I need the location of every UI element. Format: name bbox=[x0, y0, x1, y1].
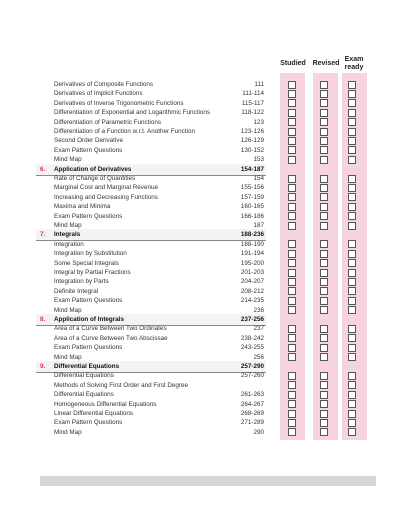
chapter-number: 7. bbox=[40, 231, 46, 239]
chapter-row bbox=[0, 230, 416, 239]
page-range: 264-267 bbox=[240, 400, 264, 408]
page-range: 201-203 bbox=[240, 269, 264, 276]
exam-ready-checkbox[interactable] bbox=[348, 334, 356, 342]
page-range: 290 bbox=[253, 428, 264, 436]
topic-title: Exam Pattern Questions bbox=[54, 212, 123, 220]
topic-title: Mind Map bbox=[54, 428, 82, 436]
revised-checkbox[interactable] bbox=[320, 109, 328, 117]
chapter-title: Differential Equations bbox=[54, 363, 120, 370]
chapter-row bbox=[0, 362, 416, 371]
studied-checkbox[interactable] bbox=[288, 297, 296, 305]
chapter-number: 8. bbox=[40, 316, 46, 323]
studied-checkbox[interactable] bbox=[288, 334, 296, 342]
revised-checkbox[interactable] bbox=[320, 137, 328, 145]
exam-ready-column-header bbox=[339, 56, 369, 72]
page-range: 261-263 bbox=[240, 390, 264, 398]
page-range: 123 bbox=[253, 118, 264, 126]
exam-ready-checkbox[interactable] bbox=[348, 278, 356, 286]
page-range: 115-117 bbox=[241, 99, 264, 107]
revised-checkbox[interactable] bbox=[320, 372, 328, 380]
topic-title: Area of a Curve Between Two Abscissae bbox=[54, 334, 168, 342]
topic-title: Exam Pattern Questions bbox=[54, 297, 123, 305]
exam-ready-checkbox[interactable] bbox=[348, 156, 356, 164]
exam-ready-checkbox[interactable] bbox=[348, 222, 356, 230]
topic-title: Integration by Parts bbox=[54, 278, 109, 286]
studied-checkbox[interactable] bbox=[288, 259, 296, 267]
studied-checkbox[interactable] bbox=[288, 287, 296, 295]
topic-row bbox=[0, 183, 416, 192]
topic-row bbox=[0, 334, 416, 343]
chapter-title: Application of Derivatives bbox=[54, 165, 132, 173]
revised-checkbox[interactable] bbox=[320, 381, 328, 389]
exam-ready-checkbox[interactable] bbox=[348, 391, 356, 399]
chapter-number: 6. bbox=[40, 165, 46, 173]
revised-checkbox[interactable] bbox=[320, 391, 328, 399]
revised-checkbox[interactable] bbox=[320, 410, 328, 418]
studied-checkbox[interactable] bbox=[288, 184, 296, 192]
studied-checkbox[interactable] bbox=[288, 240, 296, 248]
topic-title: Homogeneous Differential Equations bbox=[54, 400, 157, 408]
topic-title: Increasing and Decreasing Functions bbox=[54, 193, 158, 201]
revised-checkbox[interactable] bbox=[320, 287, 328, 295]
studied-checkbox[interactable] bbox=[288, 81, 296, 89]
revised-checkbox[interactable] bbox=[320, 353, 328, 361]
exam-ready-checkbox[interactable] bbox=[348, 410, 356, 418]
page-range: 257-290 bbox=[240, 363, 264, 370]
topic-title: Linear Differential Equations bbox=[54, 410, 133, 417]
topic-title: Differential Equations bbox=[54, 372, 114, 380]
studied-checkbox[interactable] bbox=[288, 203, 296, 211]
topic-row bbox=[0, 108, 416, 117]
exam-ready-checkbox[interactable] bbox=[348, 184, 356, 192]
topic-title: Exam Pattern Questions bbox=[54, 344, 123, 352]
exam-ready-checkbox[interactable] bbox=[348, 250, 356, 258]
topic-row bbox=[0, 249, 416, 258]
studied-checkbox[interactable] bbox=[288, 90, 296, 98]
studied-checkbox[interactable] bbox=[288, 325, 296, 333]
topic-title: Integration bbox=[54, 240, 84, 248]
topic-row bbox=[0, 118, 416, 127]
exam-ready-checkbox[interactable] bbox=[348, 353, 356, 361]
topic-row bbox=[0, 212, 416, 221]
page-range: 188-190 bbox=[240, 240, 264, 248]
exam-ready-checkbox[interactable] bbox=[348, 259, 356, 267]
topic-title: Marginal Cost and Marginal Revenue bbox=[54, 184, 158, 192]
exam-ready-checkbox[interactable] bbox=[348, 175, 356, 183]
topic-title: Mind Map bbox=[54, 353, 82, 361]
topic-row bbox=[0, 296, 416, 305]
topic-title: Differentiation of a Function w.r.t. Another Function bbox=[54, 128, 195, 135]
topic-title: Derivatives of Inverse Trigonometric Functions bbox=[54, 99, 184, 107]
revised-checkbox[interactable] bbox=[320, 81, 328, 89]
topic-title: Methods of Solving First Order and First Degree bbox=[54, 381, 189, 389]
chapter-number: 9. bbox=[40, 363, 46, 370]
revised-checkbox[interactable] bbox=[320, 193, 328, 201]
topic-row bbox=[0, 193, 416, 202]
studied-checkbox[interactable] bbox=[288, 250, 296, 258]
exam-ready-checkbox[interactable] bbox=[348, 90, 356, 98]
topic-title: Integral by Partial Fractions bbox=[54, 269, 131, 276]
page-range: 155-156 bbox=[240, 184, 264, 192]
studied-checkbox[interactable] bbox=[288, 391, 296, 399]
revised-checkbox[interactable] bbox=[320, 428, 328, 436]
exam-ready-checkbox[interactable] bbox=[348, 428, 356, 436]
topic-title: Mind Map bbox=[54, 222, 82, 229]
exam-ready-checkbox[interactable] bbox=[348, 128, 356, 136]
topic-row bbox=[0, 343, 416, 352]
topic-row bbox=[0, 89, 416, 98]
studied-checkbox[interactable] bbox=[288, 400, 296, 408]
studied-checkbox[interactable] bbox=[288, 212, 296, 220]
footer-bar bbox=[40, 476, 376, 486]
page-range: 111-114 bbox=[242, 90, 264, 98]
exam-ready-checkbox[interactable] bbox=[348, 99, 356, 107]
studied-checkbox[interactable] bbox=[288, 353, 296, 361]
revised-checkbox[interactable] bbox=[320, 212, 328, 220]
topic-title: Differentiation of Parametric Functions bbox=[54, 118, 161, 126]
page-range: 195-200 bbox=[240, 259, 264, 267]
revised-checkbox[interactable] bbox=[320, 400, 328, 408]
page-range: 256 bbox=[253, 353, 264, 361]
topic-row bbox=[0, 127, 416, 136]
topic-title: Second Order Derivative bbox=[54, 137, 123, 145]
topic-row bbox=[0, 202, 416, 211]
topic-row bbox=[0, 240, 416, 249]
page-range: 166-186 bbox=[240, 212, 264, 220]
revised-checkbox[interactable] bbox=[320, 259, 328, 267]
page-range: 271-289 bbox=[240, 419, 264, 427]
topic-row bbox=[0, 381, 416, 400]
topic-row bbox=[0, 174, 416, 183]
exam-ready-checkbox[interactable] bbox=[348, 137, 356, 145]
page-range: 187 bbox=[253, 222, 264, 229]
studied-checkbox[interactable] bbox=[288, 118, 296, 126]
topic-title: Area of a Curve Between Two Ordinates bbox=[54, 325, 167, 333]
page-range: 208-212 bbox=[240, 287, 264, 295]
revised-checkbox[interactable] bbox=[320, 90, 328, 98]
studied-checkbox[interactable] bbox=[288, 128, 296, 136]
page-range: 257-260 bbox=[240, 372, 264, 380]
exam-ready-checkbox[interactable] bbox=[348, 400, 356, 408]
exam-ready-checkbox[interactable] bbox=[348, 344, 356, 352]
exam-ready-header-line1: Exam bbox=[344, 56, 364, 63]
page-range: 126-129 bbox=[240, 137, 264, 145]
page-range: 157-159 bbox=[240, 193, 264, 201]
page-range: 204-207 bbox=[240, 278, 264, 286]
revised-checkbox[interactable] bbox=[320, 128, 328, 136]
topic-title: Rate of Change of Quantities bbox=[54, 175, 136, 182]
studied-checkbox[interactable] bbox=[288, 428, 296, 436]
revised-checkbox[interactable] bbox=[320, 334, 328, 342]
studied-checkbox[interactable] bbox=[288, 372, 296, 380]
revised-checkbox[interactable] bbox=[320, 156, 328, 164]
topic-title: Maxima and Minima bbox=[54, 203, 111, 211]
studied-checkbox[interactable] bbox=[288, 99, 296, 107]
exam-ready-header-line2: ready bbox=[344, 64, 364, 71]
studied-checkbox[interactable] bbox=[288, 344, 296, 352]
page-range: 111 bbox=[254, 81, 264, 88]
topic-row bbox=[0, 409, 416, 418]
revised-checkbox[interactable] bbox=[320, 222, 328, 230]
topic-row bbox=[0, 324, 416, 333]
topic-title-continued: Differential Equations bbox=[54, 390, 114, 398]
studied-checkbox[interactable] bbox=[288, 419, 296, 427]
topic-row bbox=[0, 99, 416, 108]
revised-checkbox[interactable] bbox=[320, 419, 328, 427]
page-range: 268-269 bbox=[240, 410, 264, 417]
revised-checkbox[interactable] bbox=[320, 250, 328, 258]
page-range: 154 bbox=[253, 175, 264, 182]
topic-row bbox=[0, 136, 416, 145]
topic-title: Differentiation of Exponential and Logarithmic Functions bbox=[54, 109, 210, 117]
page-range: 123-126 bbox=[240, 128, 264, 135]
topic-title: Integration by Substitution bbox=[54, 250, 127, 258]
studied-checkbox[interactable] bbox=[288, 278, 296, 286]
exam-ready-checkbox[interactable] bbox=[348, 203, 356, 211]
topic-row bbox=[0, 287, 416, 296]
topic-title: Exam Pattern Questions bbox=[54, 146, 123, 154]
studied-checkbox[interactable] bbox=[288, 156, 296, 164]
studied-checkbox[interactable] bbox=[288, 306, 296, 314]
topic-row bbox=[0, 371, 416, 380]
studied-checkbox[interactable] bbox=[288, 109, 296, 117]
exam-ready-checkbox[interactable] bbox=[348, 146, 356, 154]
topic-title: Some Special Integrals bbox=[54, 259, 119, 267]
topic-title: Mind Map bbox=[54, 306, 82, 314]
page-range: 160-165 bbox=[240, 203, 264, 211]
chapter-row bbox=[0, 165, 416, 174]
chapter-row bbox=[0, 315, 416, 324]
chapter-title: Application of Integrals bbox=[54, 316, 124, 323]
page-range: 153 bbox=[253, 156, 264, 164]
topic-row bbox=[0, 428, 416, 437]
revised-checkbox[interactable] bbox=[320, 240, 328, 248]
topic-title: Mind Map bbox=[54, 156, 82, 164]
page-range: 237-256 bbox=[240, 316, 264, 323]
exam-ready-checkbox[interactable] bbox=[348, 240, 356, 248]
topic-row bbox=[0, 259, 416, 268]
exam-ready-checkbox[interactable] bbox=[348, 109, 356, 117]
topic-row bbox=[0, 268, 416, 277]
page-range: 236 bbox=[253, 306, 264, 314]
exam-ready-checkbox[interactable] bbox=[348, 297, 356, 305]
page-range: 243-255 bbox=[240, 344, 264, 352]
studied-checkbox[interactable] bbox=[288, 146, 296, 154]
revised-checkbox[interactable] bbox=[320, 306, 328, 314]
exam-ready-checkbox[interactable] bbox=[348, 118, 356, 126]
page-range: 188-236 bbox=[240, 231, 264, 239]
exam-ready-checkbox[interactable] bbox=[348, 381, 356, 389]
revised-checkbox[interactable] bbox=[320, 203, 328, 211]
exam-ready-checkbox[interactable] bbox=[348, 287, 356, 295]
chapter-title: Integrals bbox=[54, 231, 81, 239]
studied-column-header: Studied bbox=[280, 60, 306, 67]
page-range: 154-187 bbox=[240, 165, 264, 173]
revised-checkbox[interactable] bbox=[320, 278, 328, 286]
page-range: 118-122 bbox=[241, 109, 264, 117]
page-range: 238-242 bbox=[240, 334, 264, 342]
revised-checkbox[interactable] bbox=[320, 325, 328, 333]
exam-ready-checkbox[interactable] bbox=[348, 81, 356, 89]
exam-ready-checkbox[interactable] bbox=[348, 325, 356, 333]
topic-title: Derivatives of Implicit Functions bbox=[54, 90, 143, 98]
revised-checkbox[interactable] bbox=[320, 184, 328, 192]
page-range: 191-194 bbox=[240, 250, 264, 258]
revised-checkbox[interactable] bbox=[320, 269, 328, 277]
topic-row bbox=[0, 400, 416, 409]
topic-title: Derivatives of Composite Functions bbox=[54, 81, 154, 88]
studied-checkbox[interactable] bbox=[288, 269, 296, 277]
studied-checkbox[interactable] bbox=[288, 222, 296, 230]
studied-checkbox[interactable] bbox=[288, 410, 296, 418]
exam-ready-checkbox[interactable] bbox=[348, 212, 356, 220]
revised-checkbox[interactable] bbox=[320, 297, 328, 305]
topic-row bbox=[0, 146, 416, 155]
page-range: 130-152 bbox=[240, 146, 264, 154]
topic-row bbox=[0, 277, 416, 286]
topic-title: Definite Integral bbox=[54, 287, 99, 295]
page-range: 237 bbox=[253, 325, 264, 333]
topic-row bbox=[0, 80, 416, 89]
studied-checkbox[interactable] bbox=[288, 381, 296, 389]
revised-column-header: Revised bbox=[312, 60, 340, 67]
revised-checkbox[interactable] bbox=[320, 99, 328, 107]
exam-ready-checkbox[interactable] bbox=[348, 269, 356, 277]
topic-title: Exam Pattern Questions bbox=[54, 419, 123, 427]
exam-ready-checkbox[interactable] bbox=[348, 419, 356, 427]
revised-checkbox[interactable] bbox=[320, 118, 328, 126]
exam-ready-checkbox[interactable] bbox=[348, 372, 356, 380]
topic-row bbox=[0, 418, 416, 427]
studied-checkbox[interactable] bbox=[288, 175, 296, 183]
studied-checkbox[interactable] bbox=[288, 193, 296, 201]
exam-ready-checkbox[interactable] bbox=[348, 193, 356, 201]
exam-ready-checkbox[interactable] bbox=[348, 306, 356, 314]
studied-checkbox[interactable] bbox=[288, 137, 296, 145]
revised-checkbox[interactable] bbox=[320, 175, 328, 183]
revised-checkbox[interactable] bbox=[320, 146, 328, 154]
page-range: 214-235 bbox=[240, 297, 264, 305]
revised-checkbox[interactable] bbox=[320, 344, 328, 352]
